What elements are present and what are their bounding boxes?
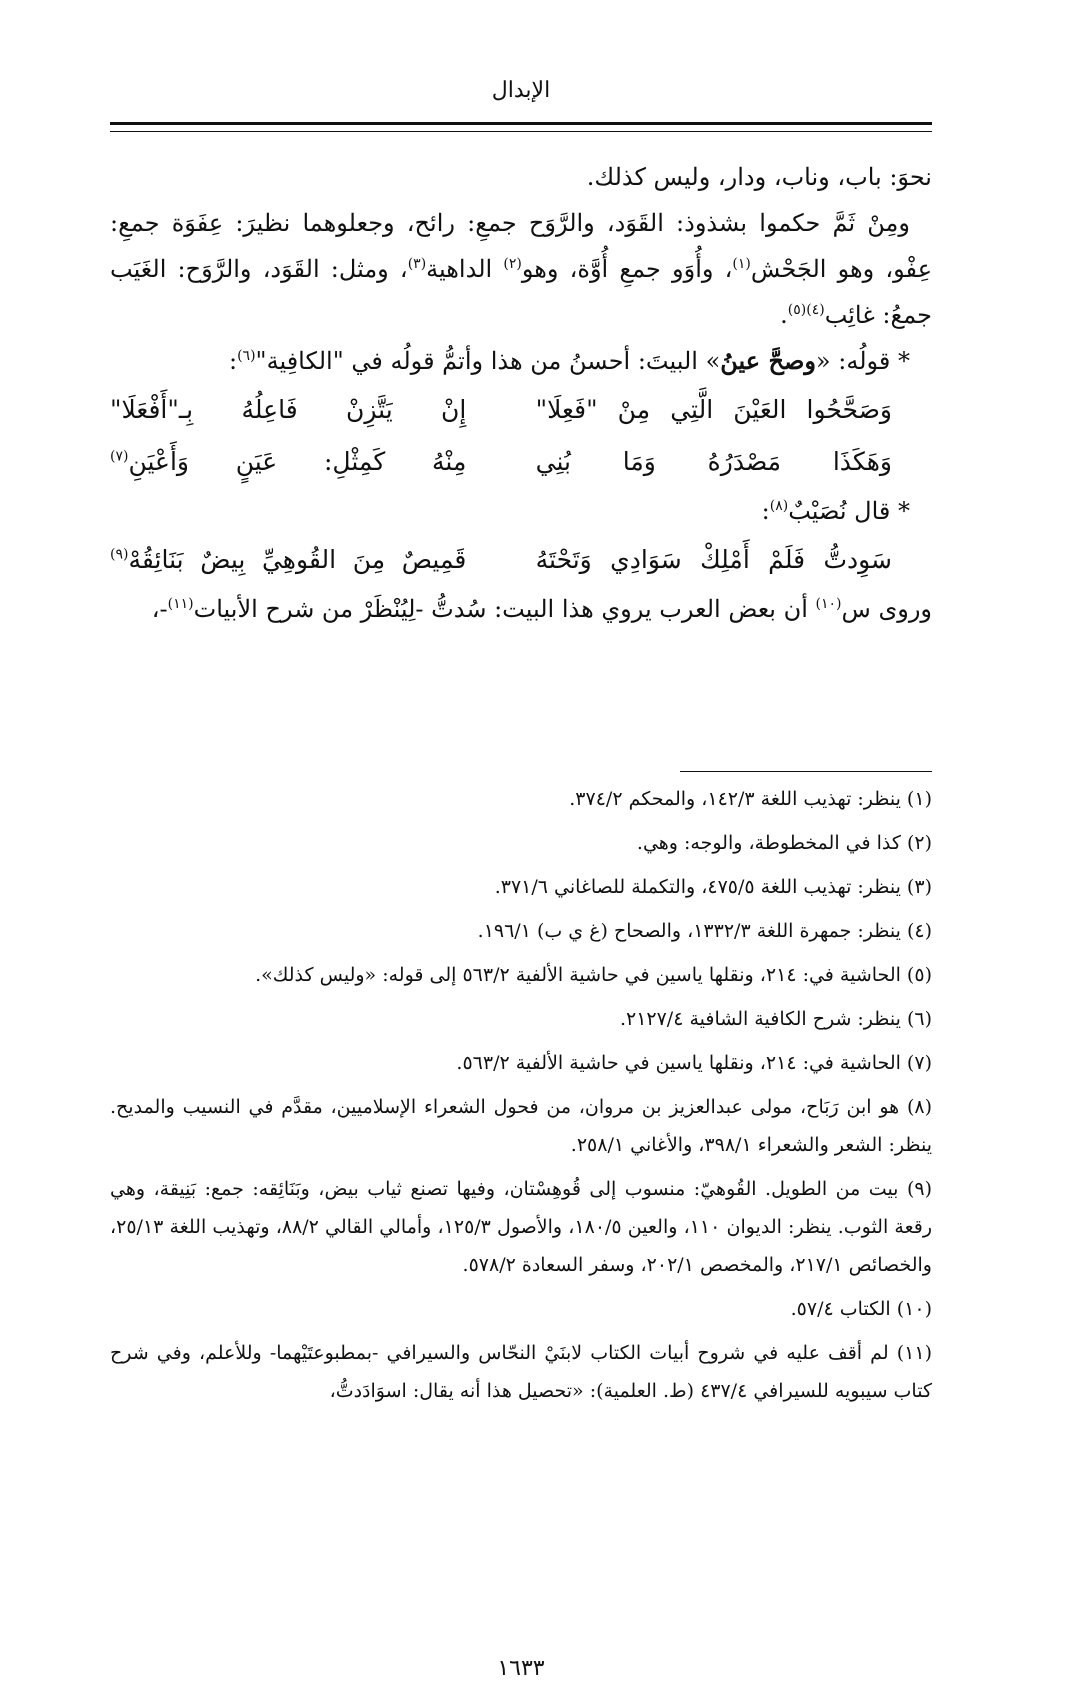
paragraph-text: أن بعض العرب يروي هذا البيت: سُدتُّ -لِيُنْظَرْ من شرح الأبيات [193,595,816,623]
paragraph-text: » البيتَ: أحسنُ من هذا وأتمُّ قولُه في "الكافِية" [255,347,721,375]
paragraph-text: نحوَ: باب، وناب، ودار، وليس كذلك. [586,163,932,191]
footnote: (٣) ينظر: تهذيب اللغة ٤٧٥/٥، والتكملة للصاغاني ٣٧١/٦. [494,876,932,898]
main-text [110,154,932,632]
footnote: (٧) الحاشية في: ٢١٤، ونقلها ياسين في حاشية الألفية ٥٦٣/٢. [456,1052,932,1074]
footnotes [110,780,932,1416]
footnote-ref: (٧) [109,448,129,465]
header-rule-thin [110,131,932,132]
paragraph-text: -، [151,595,168,623]
commentary-line [110,488,932,534]
paragraph [110,154,932,200]
verse-hemistich-first: وَصَحَّحُوا العَيْنَ الَّتِي مِنْ "فَعِلَا" [535,395,892,424]
footnote: (١١) لم أقف عليه في شروح أبيات الكتاب لابنَيْ النحّاس والسيرافي -بمطبوعتَيْهما- وللأعلم، وفي شرح كتاب سيبويه للسيرافي ٤٣٧/٤ (ط. العلمية): «تحصيل هذا أنه يقال: اسوَادَدتُّ، [110,1342,932,1402]
footnote: (٢) كذا في المخطوطة، والوجه: وهي. [636,832,932,854]
verse-hemistich-first: سَوِدتُّ فَلَمْ أَمْلِكْ سَوَادِي وَتَحْتَهُ [535,545,892,574]
footnote-ref: (٣) [407,256,427,272]
footnote: (١) ينظر: تهذيب اللغة ١٤٢/٣، والمحكم ٣٧٤/٢. [569,788,932,810]
footnote-ref: (١٠) [815,596,842,612]
footnote: (١٠) الكتاب ٥٧/٤. [790,1298,932,1320]
footnote-ref: (٩) [109,546,129,563]
verse-line [110,384,932,436]
verse-text: قَمِيصٌ مِنَ القُوهِيِّ بِيضٌ بَنَائِقُهْ [128,545,467,574]
footnote: (٨) هو ابن رَبَاح، مولى عبدالعزيز بن مروان، من فحول الشعراء الإسلاميين، مقدَّم في النسيب والمديح. ينظر: الشعر والشعراء ٣٩٨/١، والأغاني ٢٥٨/١. [110,1096,932,1156]
footnote: (٦) ينظر: شرح الكافية الشافية ٢١٢٧/٤. [619,1008,932,1030]
footnote-ref: (٤)(٥) [787,302,825,318]
paragraph-text: * قولُه: « [815,347,910,375]
paragraph-text: : [228,347,238,375]
paragraph [110,586,932,632]
footnote-ref: (٨) [769,498,789,514]
paragraph-text: ، ومثل: القَوَد، والرَّوَح: الغَيَب جمعُ: غائِب [110,255,932,329]
footnote: (٩) بيت من الطويل. القُوهيّ: منسوب إلى قُوهِسْتان، وفيها تصنع ثياب بيض، وبَنَائِقه: جمع: بَنِيقة، وهي رقعة الثوب. ينظر: الديوان ١١٠، والعين ١٨٠/٥، والأصول ١٢٥/٣، وأمالي القالي ٨٨/٢، وتهذيب اللغة ٢٥/١٣، والخصائص ٢١٧/١، والمخصص ٢٠٢/١، وسفر السعادة ٥٧٨/٢. [110,1178,933,1276]
paragraph-text: ، وأُوَو جمعِ أُوَّة، وهو [521,255,733,283]
paragraph-text: . [780,301,788,329]
verse-hemistich-second [110,537,466,583]
paragraph-text: ومِنْ ثَمَّ حكموا بشذوذ: القَوَد، والرَّوَح جمعِ: رائح، وجعلوهما نظيرَ: عِفَوَة جمعِ: عِفْو، وهو الجَحْش [110,209,933,283]
quoted-lemma: وصحَّ عينُ [720,346,816,375]
running-header-title: الإبدال [491,78,551,103]
verse-line [110,534,932,586]
footnote-separator [680,771,932,772]
verse-hemistich-first: وَهَكَذَا مَصْدَرُهُ وَمَا بُنِي [535,447,892,476]
footnote-ref: (١١) [167,596,194,612]
paragraph-text: الداهية [426,255,504,283]
page-number: ١٦٣٣ [497,1656,545,1681]
paragraph [110,200,932,338]
commentary-line [110,338,932,384]
footnote-ref: (١) [732,256,751,272]
verse-text: مِنْهُ كَمِثْلِ: عَيَنٍ وَأَعْيَنِ [128,447,467,476]
footnote: (٥) الحاشية في: ٢١٤، ونقلها ياسين في حاشية الألفية ٥٦٣/٢ إلى قوله: «وليس كذلك». [255,964,932,986]
verse-hemistich-second [110,439,466,485]
paragraph-text: : [761,497,770,525]
verse-hemistich-second: إِنْ يَتَّزِنْ فَاعِلُهُ بِـ"أَفْعَلَا" [109,395,467,424]
header-rule-thick [110,122,932,125]
paragraph-text: وروى س [841,595,932,623]
verse-line [110,436,932,488]
footnote: (٤) ينظر: جمهرة اللغة ١٣٣٢/٣، والصحاح (غ ي ب) ١٩٦/١. [477,920,932,942]
paragraph-text: * قال نُصَيْبٌ [788,497,910,525]
footnote-ref: (٢) [503,256,522,272]
footnote-ref: (٦) [237,348,256,364]
